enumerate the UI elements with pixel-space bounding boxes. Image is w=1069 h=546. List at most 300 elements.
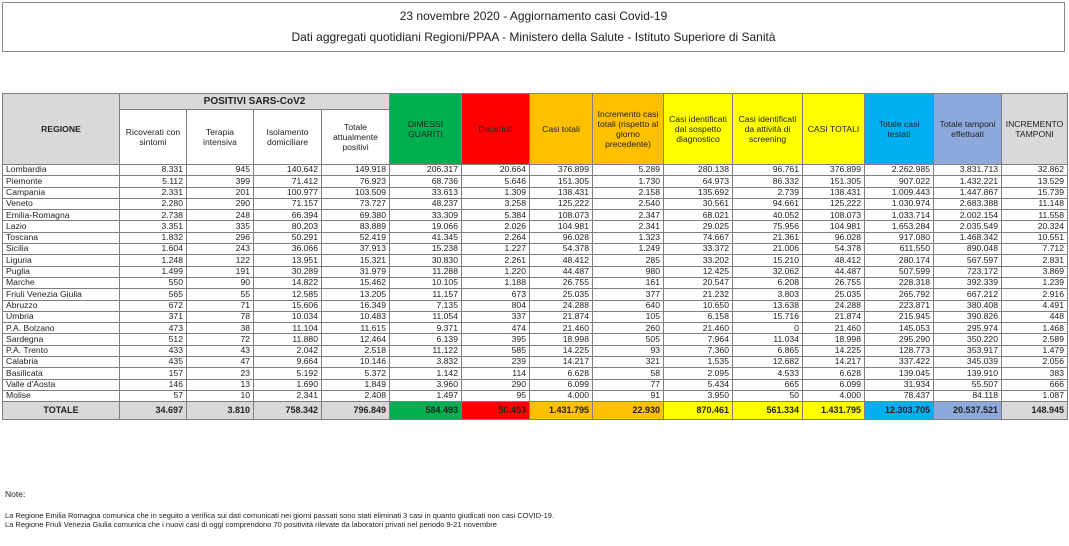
value-cell: 15.462	[322, 277, 390, 288]
value-cell: 138.431	[803, 187, 865, 198]
region-name-cell: Sicilia	[3, 244, 120, 255]
value-cell: 2.347	[593, 210, 664, 221]
value-cell: 11.122	[390, 345, 462, 356]
region-name-cell: Umbria	[3, 311, 120, 322]
region-name-cell: Basilicata	[3, 368, 120, 379]
table-body	[3, 165, 1068, 420]
region-name-cell: Sardegna	[3, 334, 120, 345]
value-cell: 139.045	[865, 368, 934, 379]
value-cell: 6.099	[803, 379, 865, 390]
value-cell: 243	[187, 244, 254, 255]
value-cell: 260	[593, 323, 664, 334]
header-group-positivi: POSITIVI SARS-CoV2	[120, 94, 390, 110]
title-box	[2, 2, 1065, 52]
value-cell: 96.028	[530, 232, 593, 243]
value-cell: 128.773	[865, 345, 934, 356]
value-cell: 64.973	[664, 176, 733, 187]
table-row	[3, 357, 1068, 368]
notes	[5, 490, 554, 529]
total-value-cell: 1.431.795	[803, 402, 865, 420]
region-name-cell: Valle d'Aosta	[3, 379, 120, 390]
value-cell: 473	[120, 323, 187, 334]
value-cell: 14.217	[530, 357, 593, 368]
value-cell: 2.341	[254, 390, 322, 401]
value-cell: 86.332	[733, 176, 803, 187]
value-cell: 673	[462, 289, 530, 300]
value-cell: 1.030.974	[865, 198, 934, 209]
value-cell: 1.832	[120, 232, 187, 243]
region-name-cell: Emilia-Romagna	[3, 210, 120, 221]
value-cell: 4.000	[530, 390, 593, 401]
value-cell: 11.880	[254, 334, 322, 345]
region-name-cell: P.A. Trento	[3, 345, 120, 356]
header-ricoverati: Ricoverati con sintomi	[120, 110, 187, 165]
value-cell: 69.380	[322, 210, 390, 221]
value-cell: 20.324	[1002, 221, 1068, 232]
value-cell: 26.755	[530, 277, 593, 288]
value-cell: 21.460	[664, 323, 733, 334]
value-cell: 980	[593, 266, 664, 277]
value-cell: 239	[462, 357, 530, 368]
region-name-cell: Veneto	[3, 198, 120, 209]
value-cell: 73.727	[322, 198, 390, 209]
value-cell: 265.792	[865, 289, 934, 300]
value-cell: 95	[462, 390, 530, 401]
value-cell: 33.613	[390, 187, 462, 198]
table-row	[3, 210, 1068, 221]
value-cell: 2.158	[593, 187, 664, 198]
value-cell: 2.002.154	[934, 210, 1002, 221]
value-cell: 435	[120, 357, 187, 368]
value-cell: 4.000	[803, 390, 865, 401]
value-cell: 376.899	[803, 165, 865, 176]
value-cell: 41.345	[390, 232, 462, 243]
value-cell: 723.172	[934, 266, 1002, 277]
value-cell: 47	[187, 357, 254, 368]
value-cell: 114	[462, 368, 530, 379]
value-cell: 71.412	[254, 176, 322, 187]
value-cell: 280.138	[664, 165, 733, 176]
value-cell: 10	[187, 390, 254, 401]
value-cell: 57	[120, 390, 187, 401]
value-cell: 40.052	[733, 210, 803, 221]
covid-data-table	[2, 93, 1068, 420]
value-cell: 3.803	[733, 289, 803, 300]
header-incremento-tamponi: INCREMENTO TAMPONI	[1002, 94, 1068, 165]
value-cell: 1.849	[322, 379, 390, 390]
value-cell: 6.628	[530, 368, 593, 379]
value-cell: 10.483	[322, 311, 390, 322]
value-cell: 104.981	[530, 221, 593, 232]
value-cell: 55	[187, 289, 254, 300]
value-cell: 2.262.985	[865, 165, 934, 176]
note-line: La Regione Friuli Venezia Giulia comunica che i nuovi casi di oggi comprendono 70 positività rilevate da laboratori privati nel periodo 9-21 novembre	[5, 520, 497, 529]
value-cell: 139.910	[934, 368, 1002, 379]
value-cell: 1.142	[390, 368, 462, 379]
value-cell: 13.951	[254, 255, 322, 266]
value-cell: 4.533	[733, 368, 803, 379]
value-cell: 15.210	[733, 255, 803, 266]
header-totale-positivi: Totale attualmente positivi	[322, 110, 390, 165]
value-cell: 6.158	[664, 311, 733, 322]
value-cell: 1.248	[120, 255, 187, 266]
value-cell: 33.309	[390, 210, 462, 221]
value-cell: 125.222	[803, 198, 865, 209]
value-cell: 108.073	[803, 210, 865, 221]
totals-label: TOTALE	[3, 402, 120, 420]
value-cell: 3.258	[462, 198, 530, 209]
value-cell: 12.425	[664, 266, 733, 277]
value-cell: 11.034	[733, 334, 803, 345]
value-cell: 50.291	[254, 232, 322, 243]
value-cell: 1.323	[593, 232, 664, 243]
value-cell: 1.497	[390, 390, 462, 401]
value-cell: 54.378	[803, 244, 865, 255]
value-cell: 15.321	[322, 255, 390, 266]
value-cell: 2.042	[254, 345, 322, 356]
value-cell: 0	[733, 323, 803, 334]
value-cell: 6.099	[530, 379, 593, 390]
region-name-cell: Friuli Venezia Giulia	[3, 289, 120, 300]
value-cell: 335	[187, 221, 254, 232]
value-cell: 2.683.388	[934, 198, 1002, 209]
value-cell: 7.135	[390, 300, 462, 311]
value-cell: 151.305	[530, 176, 593, 187]
value-cell: 2.056	[1002, 357, 1068, 368]
value-cell: 71.157	[254, 198, 322, 209]
header-dimessi-guariti: DIMESSI GUARITI	[390, 94, 462, 165]
value-cell: 2.738	[120, 210, 187, 221]
value-cell: 21.874	[803, 311, 865, 322]
value-cell: 448	[1002, 311, 1068, 322]
value-cell: 337	[462, 311, 530, 322]
header-casi-sospetto: Casi identificati dal sospetto diagnostico	[664, 94, 733, 165]
value-cell: 2.035.549	[934, 221, 1002, 232]
value-cell: 21.006	[733, 244, 803, 255]
value-cell: 10.105	[390, 277, 462, 288]
value-cell: 11.054	[390, 311, 462, 322]
value-cell: 33.202	[664, 255, 733, 266]
value-cell: 32.062	[733, 266, 803, 277]
total-value-cell: 20.537.521	[934, 402, 1002, 420]
value-cell: 58	[593, 368, 664, 379]
value-cell: 6.208	[733, 277, 803, 288]
header-incremento-casi: Incremento casi totali (rispetto al giorno precedente)	[593, 94, 664, 165]
table-row	[3, 300, 1068, 311]
notes-label: Note:	[5, 489, 26, 499]
value-cell: 2.095	[664, 368, 733, 379]
value-cell: 507.599	[865, 266, 934, 277]
value-cell: 33.372	[664, 244, 733, 255]
table-row	[3, 311, 1068, 322]
value-cell: 74.667	[664, 232, 733, 243]
value-cell: 3.960	[390, 379, 462, 390]
value-cell: 96.028	[803, 232, 865, 243]
region-name-cell: Marche	[3, 277, 120, 288]
value-cell: 30.289	[254, 266, 322, 277]
value-cell: 285	[593, 255, 664, 266]
value-cell: 25.035	[530, 289, 593, 300]
value-cell: 11.288	[390, 266, 462, 277]
value-cell: 2.540	[593, 198, 664, 209]
value-cell: 20.547	[664, 277, 733, 288]
total-value-cell: 584.493	[390, 402, 462, 420]
value-cell: 2.261	[462, 255, 530, 266]
table-row	[3, 289, 1068, 300]
value-cell: 78.437	[865, 390, 934, 401]
value-cell: 21.460	[803, 323, 865, 334]
page-subtitle: Dati aggregati quotidiani Regioni/PPAA - Ministero della Salute - Istituto Superiore di Sanità	[291, 30, 776, 44]
value-cell: 1.309	[462, 187, 530, 198]
value-cell: 611.550	[865, 244, 934, 255]
table-row	[3, 323, 1068, 334]
value-cell: 90	[187, 277, 254, 288]
table-row	[3, 198, 1068, 209]
value-cell: 2.331	[120, 187, 187, 198]
value-cell: 13.529	[1002, 176, 1068, 187]
value-cell: 917.080	[865, 232, 934, 243]
value-cell: 149.918	[322, 165, 390, 176]
value-cell: 83.889	[322, 221, 390, 232]
value-cell: 191	[187, 266, 254, 277]
value-cell: 91	[593, 390, 664, 401]
table-row	[3, 221, 1068, 232]
value-cell: 68.021	[664, 210, 733, 221]
value-cell: 14.225	[803, 345, 865, 356]
value-cell: 50	[733, 390, 803, 401]
region-name-cell: Calabria	[3, 357, 120, 368]
value-cell: 2.341	[593, 221, 664, 232]
value-cell: 96.761	[733, 165, 803, 176]
total-value-cell: 148.945	[1002, 402, 1068, 420]
value-cell: 29.025	[664, 221, 733, 232]
value-cell: 26.755	[803, 277, 865, 288]
value-cell: 890.048	[934, 244, 1002, 255]
value-cell: 30.561	[664, 198, 733, 209]
value-cell: 392.339	[934, 277, 1002, 288]
value-cell: 11.558	[1002, 210, 1068, 221]
value-cell: 21.874	[530, 311, 593, 322]
value-cell: 13.638	[733, 300, 803, 311]
value-cell: 350.220	[934, 334, 1002, 345]
value-cell: 10.551	[1002, 232, 1068, 243]
value-cell: 2.916	[1002, 289, 1068, 300]
table-row	[3, 334, 1068, 345]
value-cell: 68.736	[390, 176, 462, 187]
value-cell: 11.157	[390, 289, 462, 300]
value-cell: 565	[120, 289, 187, 300]
value-cell: 585	[462, 345, 530, 356]
value-cell: 321	[593, 357, 664, 368]
value-cell: 108.073	[530, 210, 593, 221]
header-totale-testati: Totale casi testati	[865, 94, 934, 165]
value-cell: 6.139	[390, 334, 462, 345]
value-cell: 1.239	[1002, 277, 1068, 288]
value-cell: 3.831.713	[934, 165, 1002, 176]
value-cell: 14.217	[803, 357, 865, 368]
value-cell: 72	[187, 334, 254, 345]
value-cell: 2.589	[1002, 334, 1068, 345]
value-cell: 1.653.284	[865, 221, 934, 232]
value-cell: 138.431	[530, 187, 593, 198]
value-cell: 15.238	[390, 244, 462, 255]
table-row	[3, 244, 1068, 255]
region-name-cell: Lazio	[3, 221, 120, 232]
value-cell: 1.432.221	[934, 176, 1002, 187]
region-name-cell: Puglia	[3, 266, 120, 277]
table-row	[3, 390, 1068, 401]
table-row	[3, 232, 1068, 243]
value-cell: 5.434	[664, 379, 733, 390]
value-cell: 44.487	[803, 266, 865, 277]
value-cell: 907.022	[865, 176, 934, 187]
region-name-cell: Toscana	[3, 232, 120, 243]
value-cell: 94.661	[733, 198, 803, 209]
header-terapia-intensiva: Terapia intensiva	[187, 110, 254, 165]
value-cell: 38	[187, 323, 254, 334]
value-cell: 6.628	[803, 368, 865, 379]
value-cell: 66.394	[254, 210, 322, 221]
value-cell: 390.826	[934, 311, 1002, 322]
value-cell: 945	[187, 165, 254, 176]
total-value-cell: 796.849	[322, 402, 390, 420]
value-cell: 10.146	[322, 357, 390, 368]
value-cell: 52.419	[322, 232, 390, 243]
value-cell: 11.148	[1002, 198, 1068, 209]
value-cell: 93	[593, 345, 664, 356]
value-cell: 48.412	[530, 255, 593, 266]
value-cell: 1.479	[1002, 345, 1068, 356]
value-cell: 43	[187, 345, 254, 356]
value-cell: 2.026	[462, 221, 530, 232]
value-cell: 376.899	[530, 165, 593, 176]
value-cell: 248	[187, 210, 254, 221]
value-cell: 18.998	[803, 334, 865, 345]
table-row	[3, 379, 1068, 390]
value-cell: 12.585	[254, 289, 322, 300]
value-cell: 1.249	[593, 244, 664, 255]
value-cell: 19.066	[390, 221, 462, 232]
table-row	[3, 176, 1068, 187]
table-row	[3, 345, 1068, 356]
value-cell: 5.112	[120, 176, 187, 187]
value-cell: 5.289	[593, 165, 664, 176]
value-cell: 11.104	[254, 323, 322, 334]
note-line: La Regione Emilia Romagna comunica che in seguito a verifica sui dati comunicati nei giorni passati sono stati eliminati 3 casi in quanto giudicati non casi COVID-19.	[5, 511, 555, 520]
value-cell: 1.468	[1002, 323, 1068, 334]
value-cell: 667.212	[934, 289, 1002, 300]
value-cell: 10.650	[664, 300, 733, 311]
value-cell: 1.227	[462, 244, 530, 255]
value-cell: 666	[1002, 379, 1068, 390]
value-cell: 44.487	[530, 266, 593, 277]
value-cell: 2.739	[733, 187, 803, 198]
value-cell: 280.174	[865, 255, 934, 266]
value-cell: 151.305	[803, 176, 865, 187]
value-cell: 5.646	[462, 176, 530, 187]
value-cell: 665	[733, 379, 803, 390]
value-cell: 512	[120, 334, 187, 345]
value-cell: 18.998	[530, 334, 593, 345]
value-cell: 104.981	[803, 221, 865, 232]
value-cell: 84.118	[934, 390, 1002, 401]
value-cell: 100.977	[254, 187, 322, 198]
value-cell: 8.331	[120, 165, 187, 176]
value-cell: 103.509	[322, 187, 390, 198]
page-title: 23 novembre 2020 - Aggiornamento casi Covid-19	[399, 9, 668, 23]
total-value-cell: 3.810	[187, 402, 254, 420]
value-cell: 48.412	[803, 255, 865, 266]
value-cell: 80.203	[254, 221, 322, 232]
header-totale-tamponi: Totale tamponi effettuati	[934, 94, 1002, 165]
table-row	[3, 277, 1068, 288]
value-cell: 37.913	[322, 244, 390, 255]
value-cell: 2.408	[322, 390, 390, 401]
value-cell: 7.964	[664, 334, 733, 345]
value-cell: 1.535	[664, 357, 733, 368]
table-row	[3, 266, 1068, 277]
table-row	[3, 187, 1068, 198]
value-cell: 377	[593, 289, 664, 300]
value-cell: 7.712	[1002, 244, 1068, 255]
value-cell: 15.739	[1002, 187, 1068, 198]
value-cell: 11.615	[322, 323, 390, 334]
value-cell: 371	[120, 311, 187, 322]
value-cell: 78	[187, 311, 254, 322]
value-cell: 550	[120, 277, 187, 288]
value-cell: 474	[462, 323, 530, 334]
value-cell: 10.034	[254, 311, 322, 322]
value-cell: 2.518	[322, 345, 390, 356]
value-cell: 399	[187, 176, 254, 187]
header-casi-totali-2: CASI TOTALI	[803, 94, 865, 165]
value-cell: 48.237	[390, 198, 462, 209]
header-casi-totali: Casi totali	[530, 94, 593, 165]
value-cell: 13	[187, 379, 254, 390]
total-value-cell: 758.342	[254, 402, 322, 420]
value-cell: 7.360	[664, 345, 733, 356]
value-cell: 125.222	[530, 198, 593, 209]
total-value-cell: 12.303.705	[865, 402, 934, 420]
value-cell: 2.831	[1002, 255, 1068, 266]
region-name-cell: Piemonte	[3, 176, 120, 187]
value-cell: 25.035	[803, 289, 865, 300]
value-cell: 54.378	[530, 244, 593, 255]
region-name-cell: Liguria	[3, 255, 120, 266]
value-cell: 1.447.867	[934, 187, 1002, 198]
value-cell: 77	[593, 379, 664, 390]
value-cell: 3.869	[1002, 266, 1068, 277]
value-cell: 13.205	[322, 289, 390, 300]
value-cell: 1.604	[120, 244, 187, 255]
value-cell: 157	[120, 368, 187, 379]
table-row	[3, 255, 1068, 266]
total-value-cell: 561.334	[733, 402, 803, 420]
value-cell: 75.956	[733, 221, 803, 232]
value-cell: 12.464	[322, 334, 390, 345]
value-cell: 14.225	[530, 345, 593, 356]
value-cell: 206.317	[390, 165, 462, 176]
value-cell: 9.371	[390, 323, 462, 334]
value-cell: 21.361	[733, 232, 803, 243]
value-cell: 21.232	[664, 289, 733, 300]
value-cell: 290	[462, 379, 530, 390]
value-cell: 640	[593, 300, 664, 311]
value-cell: 24.288	[530, 300, 593, 311]
region-name-cell: Abruzzo	[3, 300, 120, 311]
value-cell: 295.974	[934, 323, 1002, 334]
region-name-cell: Molise	[3, 390, 120, 401]
